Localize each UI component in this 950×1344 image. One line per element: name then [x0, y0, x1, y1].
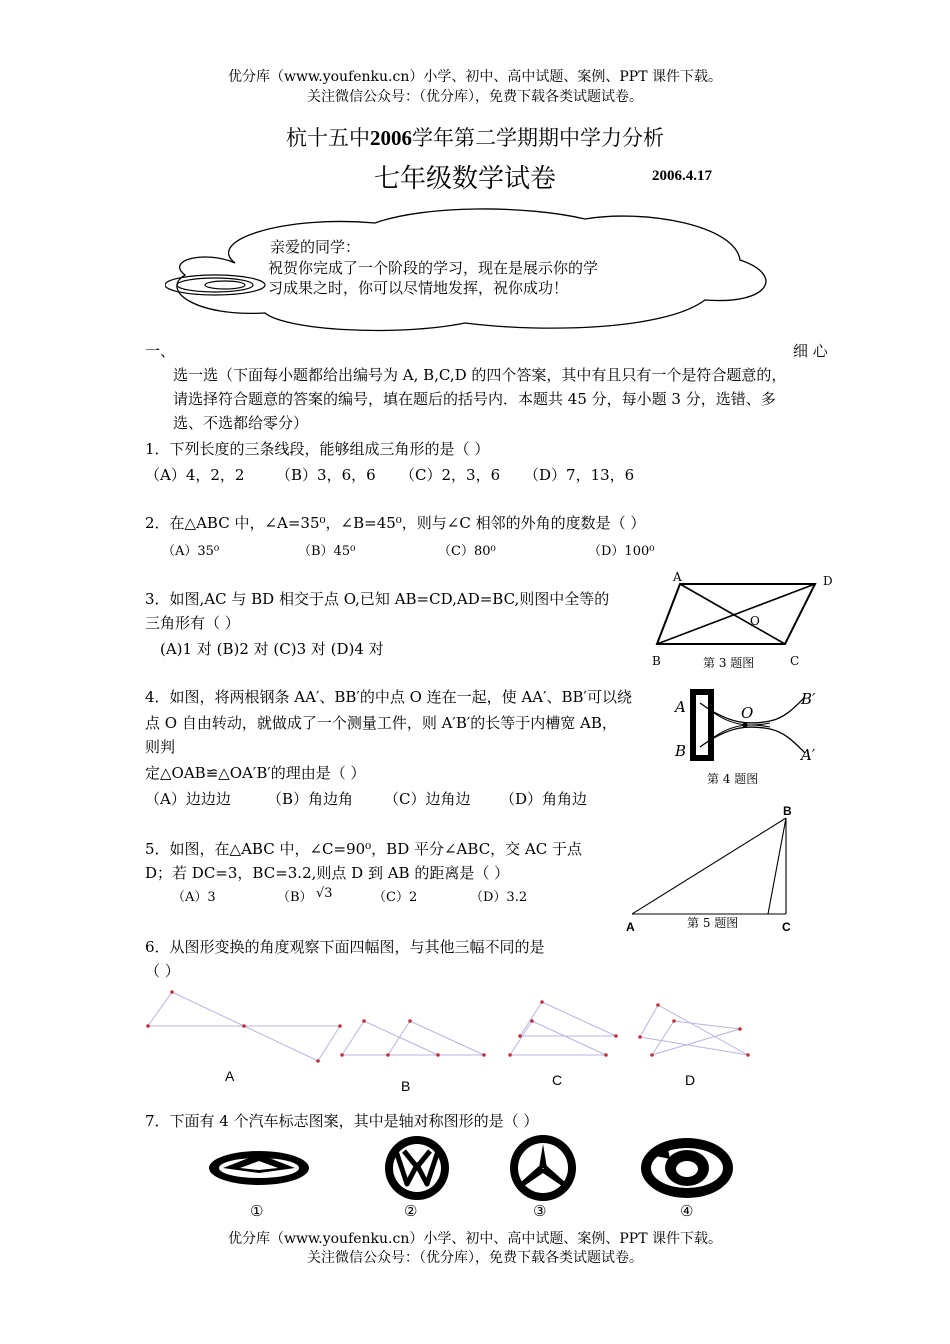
q2-option-c: （C）80⁰ [438, 544, 496, 559]
q5-line-1: 5．如图，在△ABC 中，∠C=90⁰，BD 平分∠ABC，交 AC 于点 [145, 840, 583, 858]
q1-option-d: （D）7，13，6 [524, 466, 635, 484]
cloud-line-2: 习成果之时，你可以尽情地发挥，祝你成功！ [268, 279, 569, 297]
q3-label-c: C [790, 654, 800, 668]
infiniti-logo-icon [209, 1151, 309, 1185]
q7-label-3: ③ [533, 1202, 547, 1220]
q6-label-a: A [225, 1068, 235, 1084]
q3-label-d: D [823, 574, 833, 588]
exam-title: 杭十五中2006学年第二学期期中学力分析 [286, 126, 664, 150]
q2-stem: 2．在△ABC 中，∠A=35⁰，∠B=45⁰，则与∠C 相邻的外角的度数是（ ） [145, 514, 646, 532]
q1-stem: 1．下列长度的三条线段，能够组成三角形的是（ ） [145, 440, 490, 458]
q4-label-b: B [675, 742, 687, 760]
q1-option-c: （C）2，3，6 [400, 466, 501, 484]
q6-label-b: B [401, 1078, 411, 1094]
q4-label-o: O [741, 704, 754, 722]
q5-option-b: （B） [277, 890, 313, 905]
q3-line-2: 三角形有（ ） [145, 614, 240, 632]
q3-label-o: O [750, 614, 760, 628]
section-instructions-3: 选、不选都给零分） [173, 414, 309, 432]
q6-line-1: 6．从图形变换的角度观察下面四幅图，与其他三幅不同的是 [145, 938, 545, 956]
exam-date: 2006.4.17 [652, 168, 712, 184]
eye-logo-icon [641, 1138, 733, 1198]
section-title-right: 细 心 [793, 342, 828, 360]
q6-label-c: C [552, 1072, 563, 1088]
q3-options: (A)1 对 (B)2 对 (C)3 对 (D)4 对 [160, 640, 384, 658]
q4-caption: 第 4 题图 [707, 772, 759, 786]
q4-label-b-prime: B′ [801, 690, 816, 708]
header-line-2: 关注微信公众号：（优分库），免费下载各类试题试卷。 [307, 89, 643, 105]
q7-label-4: ④ [680, 1202, 694, 1220]
section-number: 一、 [145, 342, 176, 360]
cloud-line-1: 祝贺你完成了一个阶段的学习，现在是展示你的学 [268, 259, 599, 277]
q5-caption: 第 5 题图 [687, 916, 739, 930]
q7-logos [200, 1135, 750, 1205]
q6-label-d: D [685, 1072, 696, 1088]
q6-line-2: （ ） [145, 962, 180, 980]
mercedes-logo-icon [510, 1135, 576, 1201]
q4-label-a-prime: A′ [801, 746, 816, 764]
q4-option-c: （C）边角边 [384, 790, 471, 808]
q3-label-b: B [652, 654, 661, 668]
header-line-1: 优分库（www.youfenku.cn）小学、初中、高中试题、案例、PPT 课件下载。 [227, 69, 722, 85]
section-instructions-1: 选一选（下面每小题都给出编号为 A, B,C,D 的四个答案，其中有且只有一个是符合题意的， [173, 366, 787, 384]
q5-label-c: C [782, 920, 791, 934]
q3-line-1: 3．如图,AC 与 BD 相交于点 O,已知 AB=CD,AD=BC,则图中全等的 [145, 590, 610, 608]
q5-figure [620, 810, 820, 920]
cloud-greeting: 亲爱的同学： [270, 238, 361, 256]
q5-line-2: D；若 DC=3，BC=3.2,则点 D 到 AB 的距离是（ ） [145, 864, 510, 882]
q4-line-3: 则判 [145, 738, 176, 756]
q4-option-a: （A）边边边 [145, 790, 231, 808]
q5-option-a: （A）3 [172, 890, 216, 905]
q5-label-b: B [783, 804, 792, 818]
q1-option-b: （B）3，6，6 [276, 466, 376, 484]
q4-option-d: （D）角角边 [500, 790, 588, 808]
q3-label-a: A [673, 570, 682, 584]
q2-option-a: （A）35⁰ [162, 544, 220, 559]
q4-line-4: 定△OAB≌△OA′B′的理由是（ ） [145, 764, 366, 782]
q2-option-d: （D）100⁰ [588, 544, 655, 559]
q4-line-2: 点 O 自由转动，就做成了一个测量工件，则 A′B′的长等于内槽宽 AB， [145, 714, 617, 732]
exam-subtitle: 七年级数学试卷 [374, 164, 557, 194]
q5-option-d: （D）3.2 [470, 890, 528, 905]
section-instructions-2: 请选择符合题意的答案的编号，填在题后的括号内．本题共 45 分，每小题 3 分，选错、多 [173, 390, 776, 408]
q7-stem: 7．下面有 4 个汽车标志图案，其中是轴对称图形的是（ ） [145, 1112, 539, 1130]
q3-caption: 第 3 题图 [703, 656, 755, 670]
volkswagen-logo-icon [385, 1136, 449, 1200]
q5-label-a: A [626, 920, 635, 934]
q5-option-c: （C）2 [373, 890, 418, 905]
q4-label-a: A [675, 698, 686, 716]
q7-label-2: ② [404, 1202, 418, 1220]
q2-option-b: （B）45⁰ [298, 544, 356, 559]
q4-line-1: 4．如图，将两根钢条 AA′、BB′的中点 O 连在一起，使 AA′、BB′可以绕 [145, 688, 632, 706]
footer-line-1: 优分库（www.youfenku.cn）小学、初中、高中试题、案例、PPT 课件下载。 [227, 1231, 722, 1247]
footer-line-2: 关注微信公众号：（优分库），免费下载各类试题试卷。 [307, 1250, 643, 1266]
q5-option-b-value: √3 [316, 886, 333, 901]
q7-label-1: ① [250, 1202, 264, 1220]
q6-figures [140, 985, 760, 1070]
q4-option-b: （B）角边角 [267, 790, 354, 808]
q1-option-a: （A）4，2，2 [145, 466, 245, 484]
